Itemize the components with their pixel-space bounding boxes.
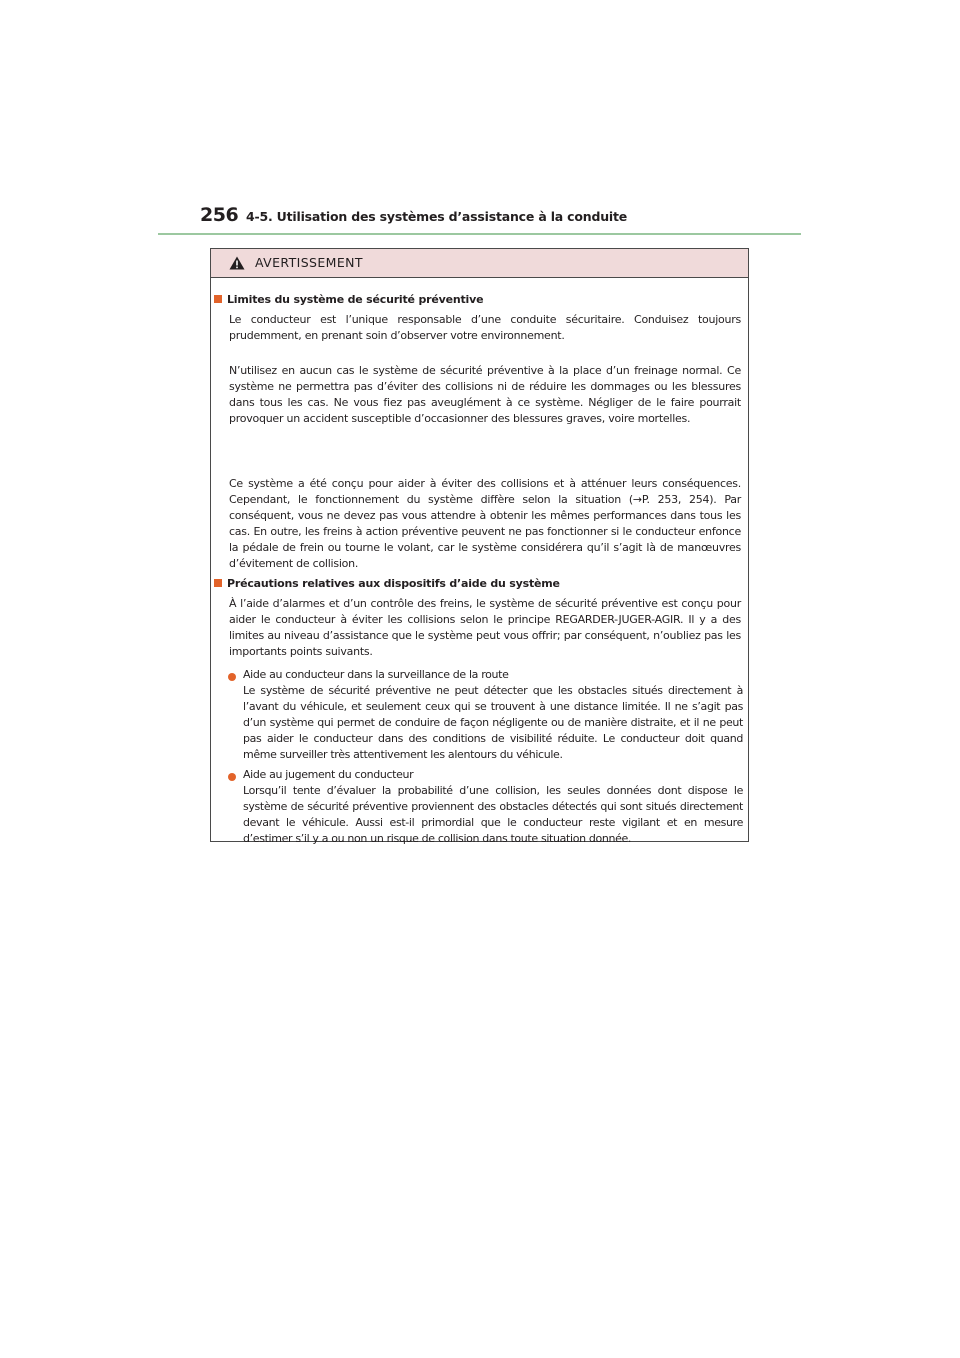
warning-header (211, 249, 748, 278)
square-bullet-icon (214, 579, 222, 587)
round-bullet-icon (228, 673, 236, 681)
warning-triangle-icon (229, 256, 245, 270)
page-header (200, 204, 800, 232)
page-number: 256 (200, 204, 239, 226)
warning-box (210, 248, 749, 845)
section-heading: Précautions relatives aux dispositifs d’aide du système (214, 577, 560, 590)
warning-title: AVERTISSEMENT (255, 255, 363, 270)
header-rule (158, 233, 801, 235)
list-item: Aide au jugement du conducteur Lorsqu’il tente d’évaluer la probabilité d’une collision, les seules données dont dispose le système de sécurité préventive proviennent des obstacles détectés qui sont situés directement devant le véhicule. Aussi est-il primordial que le conducteur reste vigilant et en mesure d’estimer s’il y a ou non un risque de collision dans toute situation donnée. (243, 768, 743, 845)
paragraph: Ce système a été conçu pour aider à éviter des collisions et à atténuer leurs conséquences. Cependant, le fonctionnement du système diffère selon la situation (→P. 253, 254). Par conséquent, vous ne devez pas vous attendre à obtenir les mêmes performances dans tous les cas. En outre, les freins à action préventive peuvent ne pas fonctionner si le conducteur enfonce la pédale de frein ou tourne le volant, car le système considérera qu’il s’agit là de manœuvres d’évitement de collision. (229, 477, 741, 570)
round-bullet-icon (228, 773, 236, 781)
section-title: 4-5. Utilisation des systèmes d’assistance à la conduite (246, 209, 628, 224)
paragraph: N’utilisez en aucun cas le système de sécurité préventive à la place d’un freinage normal. Ce système ne permettra pas d’éviter des collisions ni de réduire les dommages ou les blessures dans tous les cas. Ne vous fiez pas aveuglément à ce système. Négliger de le faire pourrait provoquer un accident susceptible d’occasionner des blessures graves, voire mortelles. (229, 364, 741, 425)
paragraph: Le conducteur est l’unique responsable d’une conduite sécuritaire. Conduisez toujours prudemment, en prenant soin d’observer votre environnement. (229, 313, 741, 342)
square-bullet-icon (214, 295, 222, 303)
paragraph: À l’aide d’alarmes et d’un contrôle des freins, le système de sécurité préventive est conçu pour aider le conducteur à éviter les collisions selon le principe REGARDER-JUGER-AGIR. Il y a des limites au niveau d’assistance que le système peut vous offrir; par conséquent, n’oubliez pas les importants points suivants. (229, 597, 741, 658)
list-item: Aide au conducteur dans la surveillance de la route Le système de sécurité préventive ne peut détecter que les obstacles situés directement à l’avant du véhicule, et seulement ceux qui se trouvent à une distance limitée. Il ne s’agit pas d’un système qui permet de conduire de façon négligente ou de manière distraite, et il ne peut pas aider le conducteur dans des conditions de visibilité réduite. Le conducteur doit quand même surveiller très attentivement les alentours du véhicule. (243, 668, 743, 761)
section-heading: Limites du système de sécurité préventive (214, 293, 483, 306)
